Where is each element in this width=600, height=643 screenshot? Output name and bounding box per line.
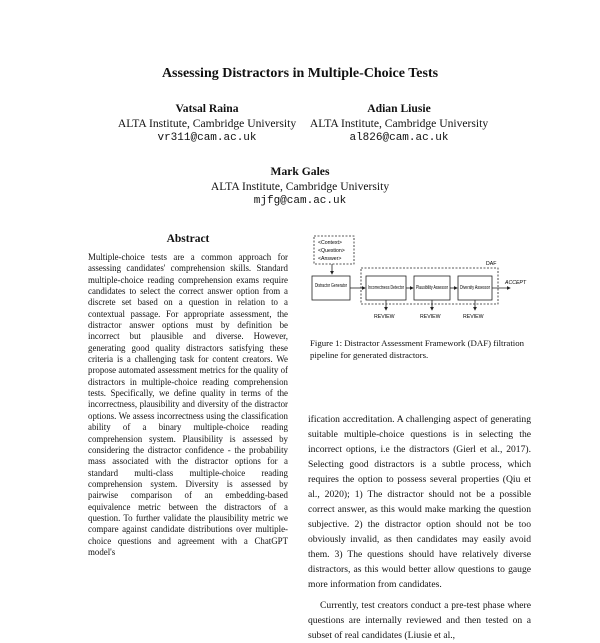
input-context-label: <Context> — [318, 240, 342, 246]
review-label: REVIEW — [374, 314, 395, 320]
review-label: REVIEW — [463, 314, 484, 320]
abstract-heading: Abstract — [166, 233, 210, 245]
input-question-label: <Question> — [318, 248, 345, 254]
author-affiliation: ALTA Institute, Cambridge University — [117, 117, 297, 130]
author-email: al826@cam.ac.uk — [349, 132, 449, 144]
author-block — [180, 164, 420, 209]
accept-label: ACCEPT — [505, 280, 527, 286]
author-name: Mark Gales — [270, 165, 330, 178]
figure-caption: Figure 1: Distractor Assessment Framework (DAF) filtration pipeline for generated distractors. — [310, 338, 525, 360]
distractor-generator-label: Distractor Generator — [315, 283, 348, 289]
author-email: vr311@cam.ac.uk — [157, 132, 257, 144]
author-email: mjfg@cam.ac.uk — [253, 195, 347, 207]
review-label: REVIEW — [420, 314, 441, 320]
body-column-right — [308, 412, 531, 643]
body-paragraph: Currently, test creators conduct a pre-test phase where questions are internally reviewed and then tested on a subset of real candidates (Liusie et al., — [308, 600, 531, 641]
input-answer-label: <Answer> — [318, 256, 342, 262]
abstract-text: Multiple-choice tests are a common approach for assessing candidates' comprehension skills. Standard multiple-choice reading comprehension exams require candidates to select the correct answer option from a discrete set based on a question in relation to a contextual passage. For appropriate assessment, the distractor answer options must by definition be incorrect but plausible and diverse. However, generating good quality distractors satisfying these criteria is a challenging task for content creators. We propose automated assessment metrics for the quality of distractors in multiple-choice reading comprehension tests. Specifically, we define quality in terms of the incorrectness, plausibility and diversity of the distractor options. We assess incorrectness using the classification ability of a binary multiple-choice reading comprehension system. Plausibility is assessed by considering the distractor confidence - the probability mass associated with the distractor options for a standard multi-class multiple-choice reading comprehension system. Diversity is assessed by pairwise comparison of an embedding-based equivalence metric between the distractors of a question. To further validate the plausibility metric we compare against candidate distributions over multiple-choice questions and agreement with a ChatGPT model's — [88, 252, 288, 557]
author-affiliation: ALTA Institute, Cambridge University — [210, 180, 390, 193]
daf-diagram — [308, 232, 527, 332]
diversity-assessor-label: Diversity Assessor — [460, 285, 491, 291]
author-name: Vatsal Raina — [175, 102, 239, 115]
author-name: Adian Liusie — [367, 102, 431, 115]
daf-label: DAF — [486, 261, 497, 267]
body-paragraph: ification accreditation. A challenging aspect of generating suitable multiple-choice questions is in selecting the incorrect options, i.e the distractors (Gierl et al., 2017). Selecting good distractors is a subtle process, which requires the option to possess several properties (Qiu et al., 2020); 1) The distractor should not be a possible correct answer, as this would make marking the question subjective. 2) the distractor option should not be too obviously invalid, as then candidates may easily avoid them. 3) The questions should have relatively diverse distractors, as this would better allow questions to gauge more information from candidates. — [308, 414, 531, 590]
incorrectness-detector-label: Incorrectness Detector — [368, 285, 405, 291]
author-block — [93, 101, 321, 146]
plausibility-assessor-label: Plausibility Assessor — [416, 285, 449, 291]
author-affiliation: ALTA Institute, Cambridge University — [309, 117, 489, 130]
paper-title: Assessing Distractors in Multiple-Choice Tests — [161, 66, 439, 81]
author-block — [295, 101, 503, 146]
daf-figure — [308, 232, 527, 332]
